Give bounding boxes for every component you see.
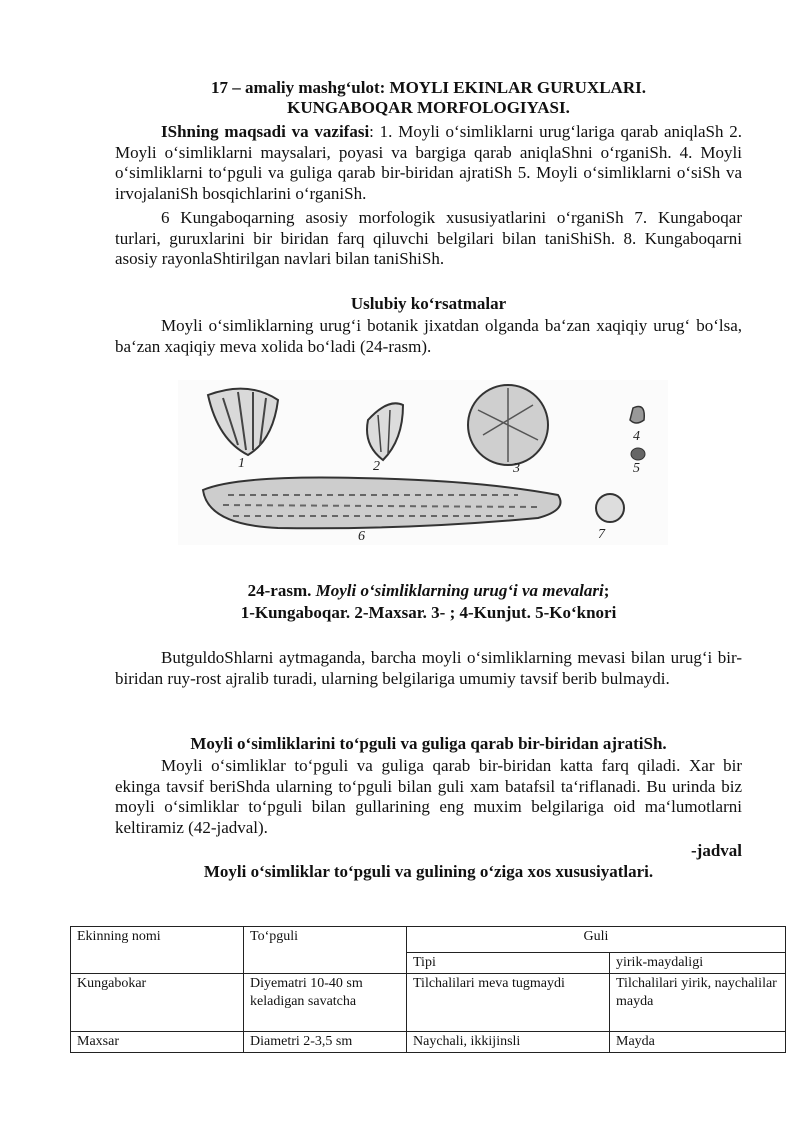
- small-seed-drawing: [596, 494, 624, 522]
- table-row: [71, 974, 786, 1032]
- figure-label-6: 6: [358, 529, 365, 544]
- method-heading: Uslubiy ko‘rsatmalar: [350, 294, 507, 313]
- cell-type: Naychali, ikkijinsli: [407, 1032, 610, 1053]
- section-heading: Moyli o‘simliklarini to‘pguli va guliga qarab bir-biridan ajratiSh.: [190, 734, 667, 753]
- method-paragraph: Moyli o‘simliklarning urug‘i botanik jixatdan olganda ba‘zan xaqiqiy urug‘ bo‘lsa, ba‘zan xaqiqiy meva xolida bo‘ladi (24-rasm).: [115, 316, 742, 356]
- goals-text: : 1. Moyli o‘simliklarni urug‘lariga qarab aniqlaSh 2. Moyli o‘simliklarni maysalari, poyasi va bargiga qarab aniqlaShni o‘rganiSh. 4. Moyli o‘simliklarni to‘pguli va guliga qarab bir-biridan ajratiSh 5. Moyli o‘simliklarni o‘siSh va irvojalaniSh bosqichlarini o‘rganiSh.: [115, 122, 742, 203]
- col-header-inflorescence: To‘pguli: [244, 927, 407, 974]
- seeds-illustration: [178, 380, 668, 545]
- body-paragraph-1: ButguldoShlarni aytmaganda, barcha moyli o‘simliklarning mevasi bilan urug‘i bir-biridan ruy-rost ajralib turadi, ularning belgilariga umumiy tavsif berib bulmaydi.: [115, 648, 742, 688]
- page-title-line2: KUNGABOQAR MORFOLOGIYASI.: [287, 98, 570, 117]
- table-row: [71, 1032, 786, 1053]
- figure-label-3: 3: [513, 461, 520, 476]
- cell-type: Tilchalilari meva tugmaydi: [407, 974, 610, 1032]
- figure-caption: [115, 580, 742, 602]
- sesame-seed-drawing: [630, 407, 644, 424]
- sub-header-size: yirik-maydaligi: [610, 953, 786, 974]
- table-title: Moyli o‘simliklar to‘pguli va gulining o‘ziga xos xususiyatlari.: [203, 862, 654, 881]
- figure-label-2: 2: [373, 459, 380, 474]
- table-reference: -jadval: [691, 841, 742, 860]
- figure-caption-line2: 1-Kungaboqar. 2-Maxsar. 3- ; 4-Kunjut. 5-Ko‘knori: [240, 603, 617, 622]
- cell-inflorescence: Diyematri 10-40 sm keladigan savatcha: [244, 974, 407, 1032]
- cell-inflorescence: Diametri 2-3,5 sm: [244, 1032, 407, 1053]
- page-title-line1: 17 – amaliy mashg‘ulot: MOYLI EKINLAR GURUXLARI.: [211, 78, 646, 97]
- figure-label-4: 4: [633, 429, 640, 444]
- cell-name: Kungabokar: [71, 974, 244, 1032]
- goals-paragraph-2: 6 Kungaboqarning asosiy morfologik xususiyatlarini o‘rganiSh 7. Kungaboqar turlari, guruxlarini bir biridan farq qiluvchi belgilari bilan taniShiSh. 8. Kungaboqarni asosiy rayonlaShtirilgan navlari bilan taniShiSh.: [115, 208, 742, 268]
- caption-prefix: 24-rasm.: [247, 581, 312, 600]
- figure-label-1: 1: [238, 456, 245, 471]
- seeds-figure: [178, 380, 668, 545]
- body-paragraph-2: Moyli o‘simliklar to‘pguli va guliga qarab bir-biridan katta farq qiladi. Xar bir ekinga tavsif beriShda ularning to‘pguli bilan guli xam batafsil ta‘riflanadi. Bu urinda biz moyli o‘simliklar to‘pguli bilan gullarining eng muxim belgilariga oid ma‘lumotlarni keltiramiz (42-jadval).: [115, 756, 742, 837]
- goals-label: IShning maqsadi va vazifasi: [161, 122, 370, 141]
- figure-label-7: 7: [598, 527, 605, 542]
- caption-italic: Moyli o‘simliklarning urug‘i va mevalari: [315, 581, 604, 600]
- sub-header-type: Tipi: [407, 953, 610, 974]
- goals-paragraph: [115, 122, 742, 204]
- col-header-flower: Guli: [407, 927, 786, 953]
- cell-name: Maxsar: [71, 1032, 244, 1053]
- cell-size: Mayda: [610, 1032, 786, 1053]
- caption-suffix: ;: [603, 581, 610, 600]
- cell-size: Tilchalilari yirik, naychalilar mayda: [610, 974, 786, 1032]
- round-seed-drawing: [468, 385, 548, 465]
- col-header-name: Ekinning nomi: [71, 927, 244, 974]
- seed-table: [70, 926, 786, 1053]
- figure-label-5: 5: [633, 461, 640, 476]
- poppy-seed-drawing: [631, 448, 645, 460]
